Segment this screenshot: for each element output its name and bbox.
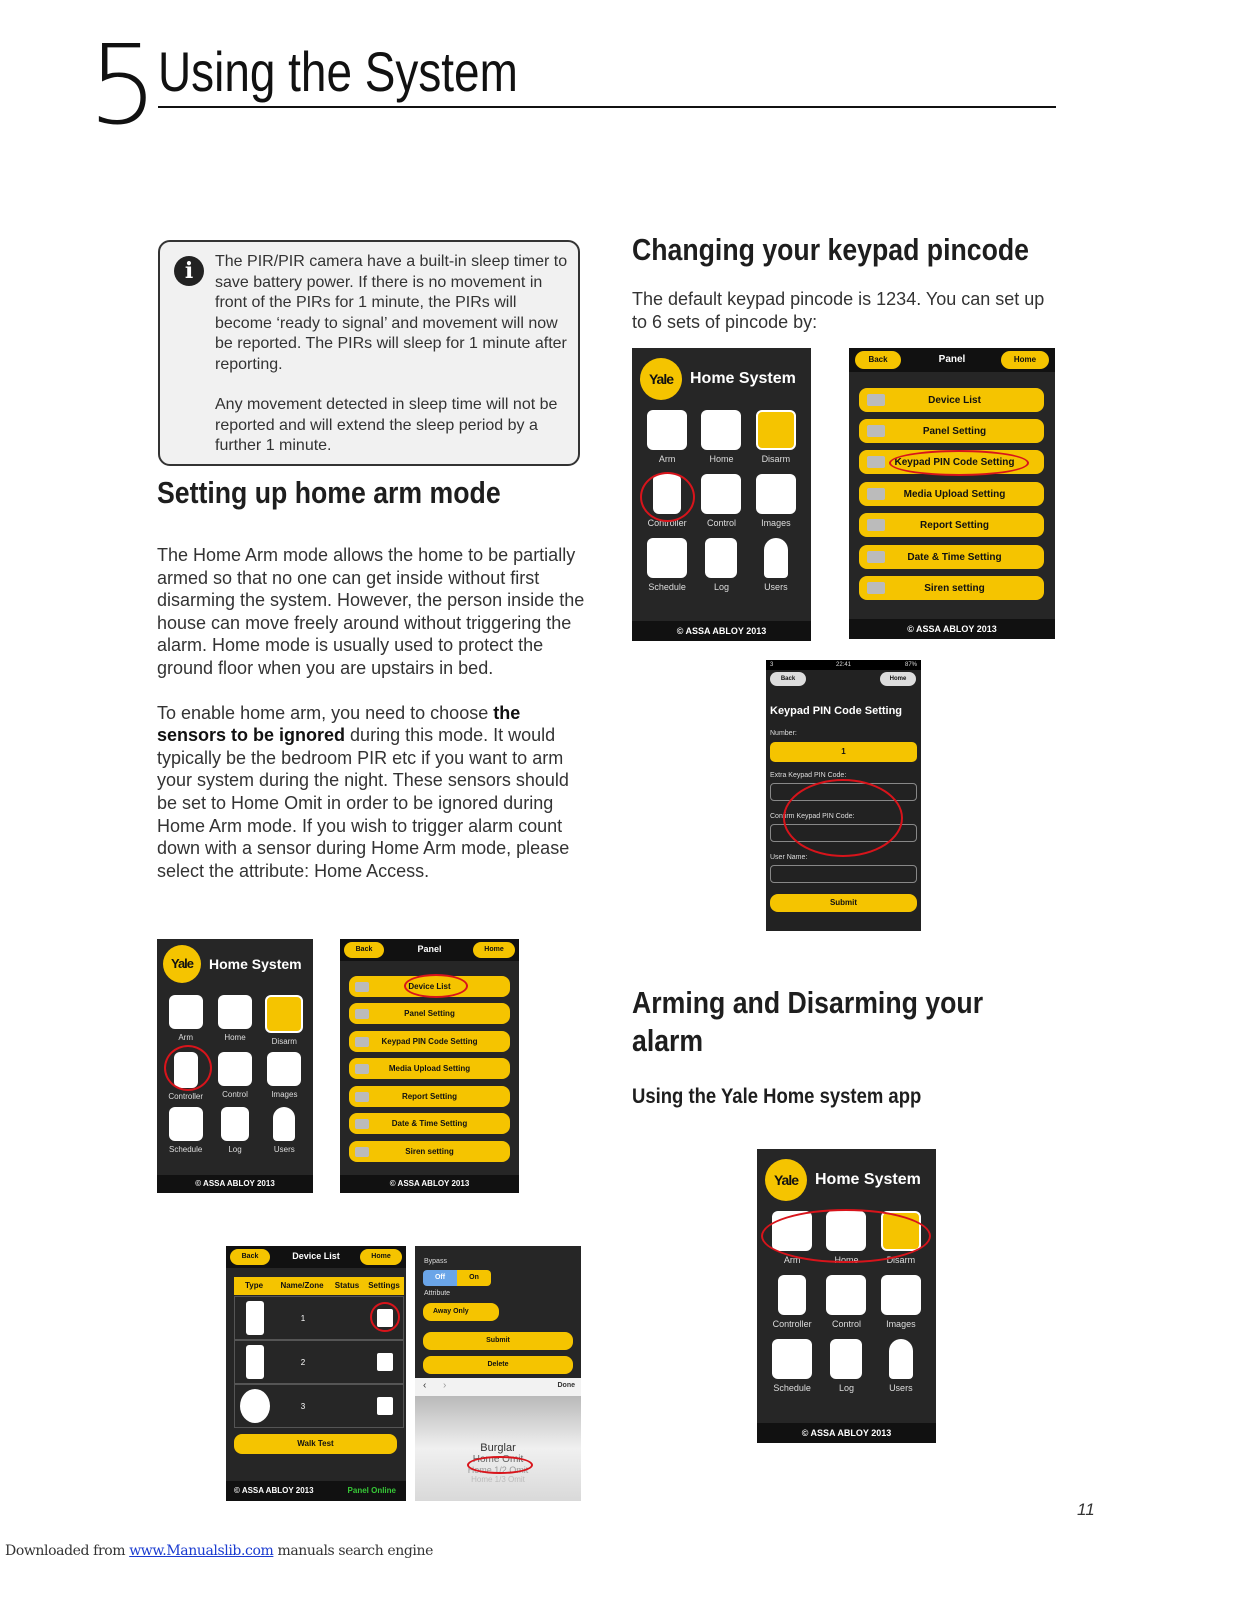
images-icon[interactable] bbox=[756, 474, 796, 514]
unlock-icon[interactable] bbox=[756, 410, 796, 450]
page-number: 11 bbox=[1077, 1500, 1095, 1519]
sliders-icon[interactable] bbox=[218, 1052, 252, 1086]
yale-logo: Yale bbox=[640, 358, 682, 400]
menu-siren[interactable]: Siren setting bbox=[859, 576, 1044, 600]
number-select[interactable]: 1 bbox=[770, 742, 917, 762]
camera-icon bbox=[355, 1064, 369, 1074]
info-paragraph-2: Any movement detected in sleep time will not be reported and will extend the sleep period by a further 1 minute. bbox=[215, 396, 558, 454]
picker-toolbar bbox=[415, 1378, 581, 1396]
schedule-icon[interactable] bbox=[772, 1339, 812, 1379]
highlight-ring bbox=[404, 974, 468, 998]
menu-media-upload[interactable]: Media Upload Setting bbox=[859, 482, 1044, 506]
settings-icon bbox=[377, 1353, 393, 1371]
log-icon[interactable] bbox=[830, 1339, 862, 1379]
panel-icon bbox=[867, 425, 885, 437]
wireless-icon bbox=[355, 982, 369, 992]
app-title: Home System bbox=[209, 956, 302, 972]
log-icon[interactable] bbox=[705, 538, 737, 578]
log-icon[interactable] bbox=[221, 1107, 249, 1141]
pin-title: Keypad PIN Code Setting bbox=[770, 705, 903, 717]
pir-sensor-icon bbox=[246, 1301, 264, 1335]
users-icon[interactable] bbox=[764, 538, 788, 578]
highlight-ring bbox=[889, 450, 1029, 476]
camera-icon bbox=[867, 488, 885, 500]
menu-keypad-pin[interactable]: Keypad PIN Code Setting bbox=[349, 1031, 510, 1052]
lock-icon[interactable] bbox=[169, 995, 203, 1029]
back-button[interactable]: Back bbox=[770, 672, 806, 686]
controller-icon[interactable] bbox=[778, 1275, 806, 1315]
home-arm-paragraph-2: To enable home arm, you need to choose the sensors to be ignored during this mode. It would typically be the bedroom PIR etc if you want to arm your system during the night. These sensors should be set to Home Omit in order to be ignored during Home Arm mode. If you wish to trigger alarm count down with a sensor during Home Arm mode, please select the attribute: Home Access. bbox=[157, 702, 570, 881]
menu-media-upload[interactable]: Media Upload Setting bbox=[349, 1058, 510, 1079]
table-row[interactable]: 3 bbox=[234, 1384, 404, 1428]
panel-title: Panel bbox=[417, 944, 442, 954]
sliders-icon[interactable] bbox=[826, 1275, 866, 1315]
clock-icon bbox=[355, 1119, 369, 1129]
chapter-title: Using the System bbox=[158, 40, 518, 103]
keypad-paragraph: The default keypad pincode is 1234. You can set up to 6 sets of pincode by: bbox=[632, 289, 1045, 332]
device-table-header: Type Name/Zone Status Settings bbox=[234, 1277, 404, 1295]
lock-icon[interactable] bbox=[647, 410, 687, 450]
info-text bbox=[215, 252, 575, 477]
submit-button[interactable]: Submit bbox=[423, 1332, 573, 1350]
home-button[interactable]: Home bbox=[1001, 351, 1049, 369]
home-button[interactable]: Home bbox=[473, 942, 515, 958]
images-icon[interactable] bbox=[267, 1052, 301, 1086]
wireless-icon bbox=[867, 394, 885, 406]
back-button[interactable]: Back bbox=[344, 942, 384, 958]
panel-title: Panel bbox=[938, 354, 966, 365]
app-panel-screenshot-1 bbox=[849, 348, 1055, 639]
house-icon[interactable] bbox=[218, 995, 252, 1029]
arming-subheading: Using the Yale Home system app bbox=[632, 1085, 922, 1108]
back-button[interactable]: Back bbox=[855, 351, 901, 369]
app-home-screenshot-3: Yale Home System Arm Home Disarm Controller Control Images Schedule Log Users © ASSA ABLOY 2013 bbox=[757, 1149, 936, 1443]
highlight-ring bbox=[164, 1045, 212, 1091]
user-name-input[interactable] bbox=[770, 865, 917, 883]
siren-icon bbox=[355, 1147, 369, 1157]
menu-keypad-pin[interactable]: Keypad PIN Code Setting bbox=[859, 450, 1044, 474]
menu-device-list[interactable]: Device List bbox=[349, 976, 510, 997]
chevron-left-icon[interactable]: ‹ bbox=[423, 1380, 427, 1391]
menu-device-list[interactable]: Device List bbox=[859, 388, 1044, 412]
users-icon[interactable] bbox=[273, 1107, 295, 1141]
home-button[interactable]: Home bbox=[360, 1249, 402, 1265]
delete-button[interactable]: Delete bbox=[423, 1356, 573, 1374]
attribute-select[interactable]: Away Only bbox=[423, 1303, 499, 1321]
highlight-ring bbox=[370, 1302, 400, 1332]
chevron-right-icon[interactable]: › bbox=[443, 1380, 447, 1391]
report-icon bbox=[867, 519, 885, 531]
menu-panel-setting[interactable]: Panel Setting bbox=[859, 419, 1044, 443]
app-footer: © ASSA ABLOY 2013 bbox=[849, 619, 1055, 639]
picker-wheel[interactable]: Burglar Home Omit Home 1/2 Omit Home 1/3 Omit bbox=[415, 1396, 581, 1501]
panel-icon bbox=[355, 1009, 369, 1019]
table-row[interactable]: 1 bbox=[234, 1296, 404, 1340]
app-footer: © ASSA ABLOY 2013 bbox=[157, 1175, 313, 1193]
info-icon: i bbox=[174, 256, 204, 286]
app-home-screenshot-2: Yale Home System Arm Home Disarm Controller Control Images Schedule Log Users © ASSA ABLOY 2013 bbox=[157, 939, 313, 1193]
status-bar: 3 22:41 87% bbox=[766, 660, 921, 670]
app-bypass-screenshot: Bypass Off On Attribute Away Only Submit Delete ‹ › Done Burglar Home Omit Home 1/2 Omit Home 1/3 Omit bbox=[415, 1246, 581, 1501]
table-row[interactable]: 2 bbox=[234, 1340, 404, 1384]
highlight-ring bbox=[467, 1456, 533, 1474]
home-arm-heading: Setting up home arm mode bbox=[157, 475, 501, 510]
app-footer: © ASSA ABLOY 2013 bbox=[632, 621, 811, 641]
home-arm-paragraph-1: The Home Arm mode allows the home to be partially armed so that no one can get inside without first disarming the system. However, the person inside the house can move freely around without triggering the alarm. Home mode is usually used to protect the ground floor when you are upstairs in bed. bbox=[157, 545, 585, 678]
door-sensor-icon bbox=[246, 1345, 264, 1379]
settings-icon bbox=[377, 1397, 393, 1415]
walk-test-button[interactable]: Walk Test bbox=[234, 1434, 397, 1454]
highlight-ring bbox=[640, 472, 695, 522]
keypad-heading: Changing your keypad pincode bbox=[632, 232, 1029, 267]
app-home-screenshot-1: Yale Home System Arm Home Disarm Controller Control Images Schedule Log Users © ASSA ABLOY 2013 bbox=[632, 348, 811, 641]
schedule-icon[interactable] bbox=[647, 538, 687, 578]
sliders-icon[interactable] bbox=[701, 474, 741, 514]
app-panel-screenshot-2 bbox=[340, 939, 519, 1193]
highlight-ring bbox=[761, 1209, 931, 1263]
menu-report-setting[interactable]: Report Setting bbox=[859, 513, 1044, 537]
bypass-off-toggle[interactable]: Off bbox=[423, 1270, 457, 1286]
manualslib-link[interactable]: www.Manualslib.com bbox=[129, 1543, 274, 1559]
menu-report-setting[interactable]: Report Setting bbox=[349, 1086, 510, 1107]
house-icon[interactable] bbox=[701, 410, 741, 450]
report-icon bbox=[355, 1092, 369, 1102]
menu-date-time[interactable]: Date & Time Setting bbox=[349, 1113, 510, 1134]
device-list-title: Device List bbox=[292, 1251, 340, 1261]
camera-sensor-icon bbox=[240, 1389, 270, 1423]
submit-button[interactable]: Submit bbox=[770, 894, 917, 912]
users-icon[interactable] bbox=[889, 1339, 913, 1379]
app-footer: © ASSA ABLOY 2013 bbox=[340, 1175, 519, 1193]
app-device-list-screenshot bbox=[226, 1246, 406, 1501]
clock-icon bbox=[867, 551, 885, 563]
chapter-rule bbox=[158, 106, 1056, 108]
download-line: Downloaded from www.Manualslib.com manuals search engine bbox=[5, 1543, 434, 1559]
app-footer: © ASSA ABLOY 2013 bbox=[757, 1423, 936, 1443]
done-button[interactable]: Done bbox=[557, 1382, 575, 1389]
siren-icon bbox=[867, 582, 885, 594]
arming-heading: Arming and Disarming your alarm bbox=[632, 985, 984, 1058]
app-footer: © ASSA ABLOY 2013 Panel Online bbox=[226, 1481, 406, 1501]
chapter-number: 5 bbox=[88, 21, 158, 149]
unlock-icon[interactable] bbox=[265, 995, 303, 1033]
schedule-icon[interactable] bbox=[169, 1107, 203, 1141]
images-icon[interactable] bbox=[881, 1275, 921, 1315]
bypass-on-toggle[interactable]: On bbox=[457, 1270, 491, 1286]
yale-logo: Yale bbox=[163, 945, 201, 983]
keypad-icon bbox=[355, 1037, 369, 1047]
menu-date-time[interactable]: Date & Time Setting bbox=[859, 545, 1044, 569]
back-button[interactable]: Back bbox=[230, 1249, 270, 1265]
yale-logo: Yale bbox=[765, 1159, 807, 1201]
info-paragraph-1: The PIR/PIR camera have a built-in sleep timer to save battery power. If there is no movement in front of the PIRs for 1 minute, the PIRs will become ‘ready to signal’ and movement will now be reported. The PIRs will sleep for 1 minute after reporting. bbox=[215, 253, 568, 373]
app-title: Home System bbox=[815, 1171, 921, 1188]
menu-panel-setting[interactable]: Panel Setting bbox=[349, 1003, 510, 1024]
home-arm-text bbox=[157, 544, 585, 904]
home-button[interactable]: Home bbox=[880, 672, 916, 686]
keypad-icon bbox=[867, 456, 885, 468]
highlight-ring bbox=[783, 779, 903, 857]
app-pin-screenshot: 3 22:41 87% Back Home Keypad PIN Code Setting Number: 1 Extra Keypad PIN Code: Confirm Keypad PIN Code: User Name: Submit bbox=[766, 660, 921, 931]
app-title: Home System bbox=[690, 370, 796, 387]
menu-siren[interactable]: Siren setting bbox=[349, 1141, 510, 1162]
